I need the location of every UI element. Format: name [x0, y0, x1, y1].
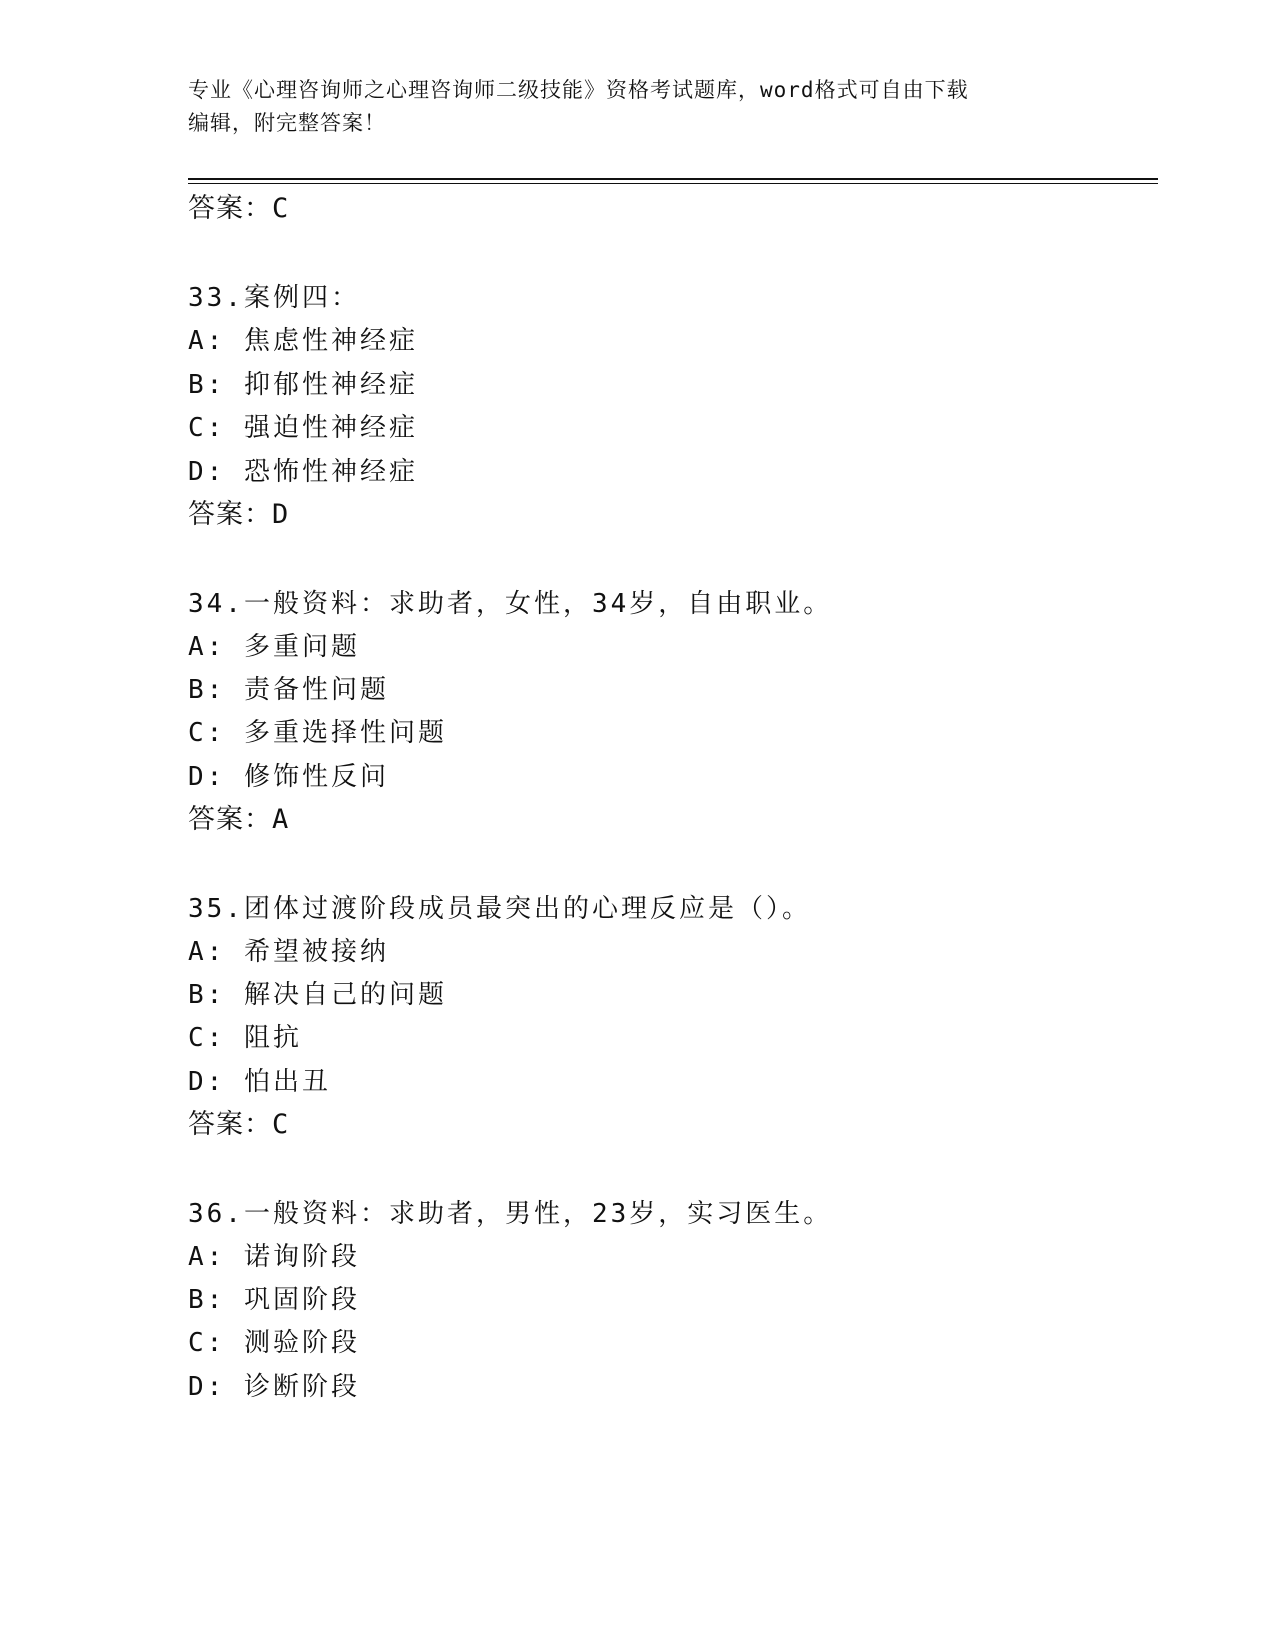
answer-value: C	[272, 1109, 290, 1140]
answer-line	[188, 1108, 289, 1142]
answer-label: 答案：	[188, 193, 272, 224]
option-b: B: 巩固阶段	[188, 1285, 360, 1315]
option-c: C: 阻抗	[188, 1023, 302, 1053]
header-rule-thick	[188, 178, 1158, 180]
option-c: C: 测验阶段	[188, 1328, 360, 1358]
option-a: A: 希望被接纳	[188, 937, 389, 967]
option-b: B: 抑郁性神经症	[188, 370, 418, 400]
answer-line	[188, 192, 289, 226]
answer-label: 答案：	[188, 804, 272, 835]
answer-line	[188, 498, 289, 532]
header-line-1: 专业《心理咨询师之心理咨询师二级技能》资格考试题库，word格式可自由下载	[188, 78, 969, 102]
question-stem: 36.一般资料：求助者，男性，23岁，实习医生。	[188, 1199, 833, 1229]
option-a: A: 多重问题	[188, 632, 360, 662]
question-stem: 33.案例四：	[188, 283, 360, 313]
option-a: A: 焦虑性神经症	[188, 326, 418, 356]
header-rule-thin	[188, 183, 1158, 184]
answer-label: 答案：	[188, 499, 272, 530]
option-d: D: 怕出丑	[188, 1067, 331, 1097]
answer-value: D	[272, 499, 290, 530]
question-stem: 34.一般资料：求助者，女性，34岁，自由职业。	[188, 589, 833, 619]
option-d: D: 修饰性反问	[188, 762, 389, 792]
header-line-2: 编辑，附完整答案！	[188, 111, 386, 135]
option-c: C: 多重选择性问题	[188, 718, 447, 748]
document-header	[188, 74, 1088, 140]
answer-value: A	[272, 804, 290, 835]
answer-label: 答案：	[188, 1109, 272, 1140]
option-d: D: 恐怖性神经症	[188, 457, 418, 487]
answer-line	[188, 803, 289, 837]
answer-value: C	[272, 193, 290, 224]
option-b: B: 解决自己的问题	[188, 980, 447, 1010]
option-c: C: 强迫性神经症	[188, 413, 418, 443]
option-b: B: 责备性问题	[188, 675, 389, 705]
option-a: A: 诺询阶段	[188, 1242, 360, 1272]
option-d: D: 诊断阶段	[188, 1372, 360, 1402]
question-stem: 35.团体过渡阶段成员最突出的心理反应是（）。	[188, 894, 811, 924]
